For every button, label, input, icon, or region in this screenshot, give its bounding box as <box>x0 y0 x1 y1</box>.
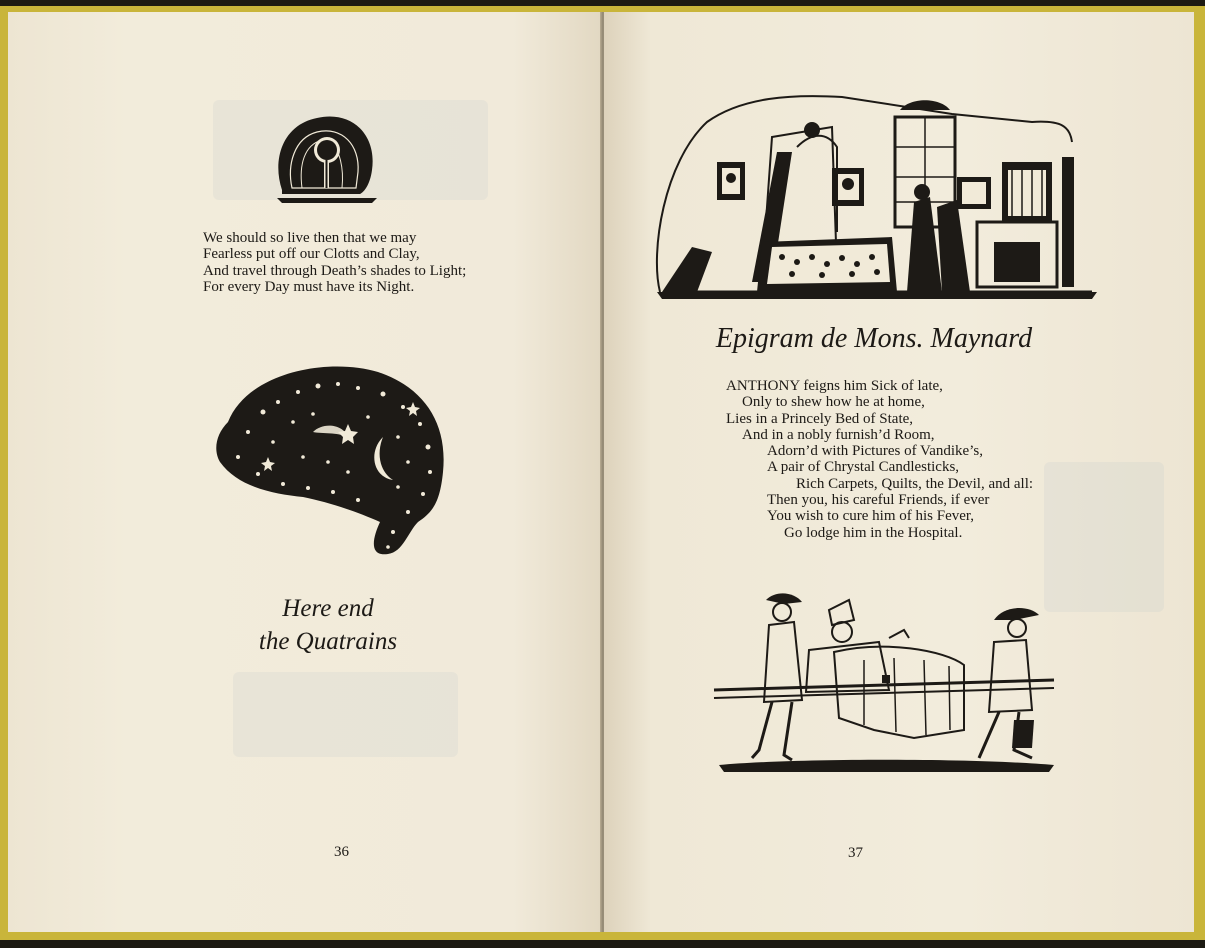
verse-line: Only to shew how he at home, <box>742 394 925 411</box>
verse-line: Go lodge him in the Hospital. <box>784 524 963 541</box>
page-number-right: 37 <box>848 845 863 861</box>
right-page <box>604 12 1194 932</box>
closing-quatrain <box>203 230 466 295</box>
epigram-title: Epigram de Mons. Maynard <box>715 323 1033 354</box>
show-through-bottom <box>233 672 458 757</box>
verse-line: Then you, his careful Friends, if ever <box>767 492 990 509</box>
verse-line: Lies in a Princely Bed of State, <box>726 410 914 427</box>
verse-line: And travel through Death’s shades to Light; <box>203 262 467 279</box>
verse-line: We should so live then that we may <box>203 230 417 246</box>
tree-vignette <box>272 110 382 208</box>
bedchamber-vignette <box>652 92 1102 307</box>
page-number-left: 36 <box>334 844 349 860</box>
epigram-verse <box>726 378 1033 541</box>
verse-line: Fearless put off our Clotts and Clay, <box>203 246 420 263</box>
verse-line: A pair of Chrystal Candlesticks, <box>767 459 960 476</box>
verse-line: Adorn’d with Pictures of Vandike’s, <box>767 443 983 460</box>
show-through-right <box>1044 462 1164 612</box>
verse-line: You wish to cure him of his Fever, <box>767 508 975 525</box>
verse-line: Rich Carpets, Quilts, the Devil, and all: <box>796 475 1034 492</box>
night-sky-vignette <box>208 362 448 557</box>
verse-line: ANTHONY feigns him Sick of late, <box>726 378 943 394</box>
end-title-line-2: the Quatrains <box>258 628 398 655</box>
end-title-line-1: Here end <box>282 595 374 622</box>
stretcher-vignette <box>714 580 1059 780</box>
verse-line: For every Day must have its Night. <box>203 278 415 295</box>
end-title <box>198 592 458 658</box>
left-page <box>8 12 602 932</box>
verse-line: And in a nobly furnish’d Room, <box>742 426 935 443</box>
